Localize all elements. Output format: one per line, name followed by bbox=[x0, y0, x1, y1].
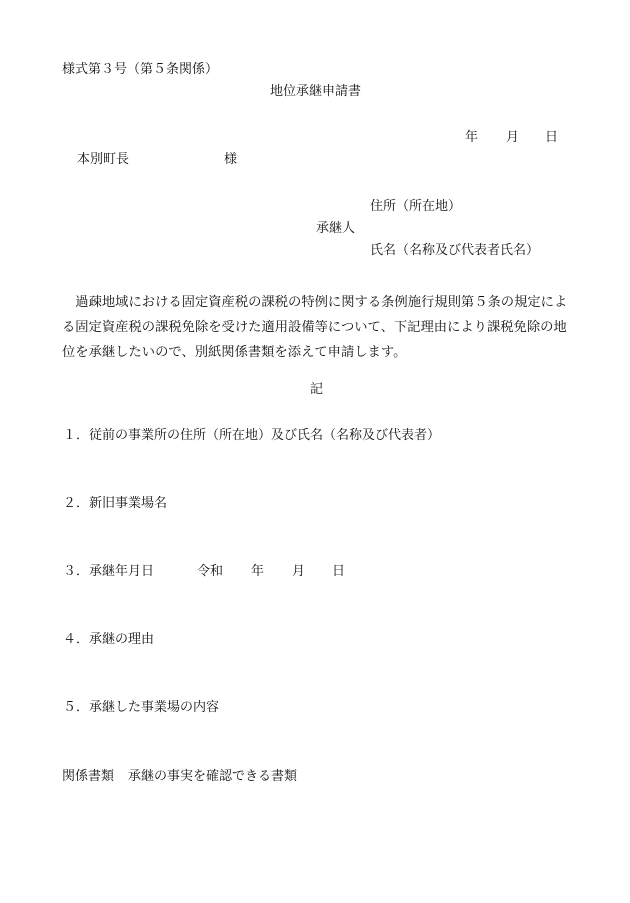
item-2-label: ２．新旧事業場名 bbox=[63, 496, 168, 511]
body-paragraph: 過疎地域における固定資産税の課税の特例に関する条例施行規則第５条の規定による固定資産税の課税免除を受けた適用設備等について、下記理由により課税免除の地位を承継したいので、別紙関係書類を添えて申請します。 bbox=[62, 295, 568, 360]
item-5-label: ５．承継した事業場の内容 bbox=[63, 700, 220, 715]
addressee-honorific: 様 bbox=[224, 152, 238, 167]
ki-heading: 記 bbox=[310, 382, 324, 397]
page-title: 地位承継申請書 bbox=[270, 84, 362, 99]
applicant-name-label: 氏名（名称及び代表者氏名） bbox=[370, 243, 540, 258]
item-3-era: 令和 bbox=[197, 564, 224, 579]
form-number: 様式第３号（第５条関係） bbox=[62, 62, 219, 77]
item-4-label: ４．承継の理由 bbox=[63, 632, 155, 647]
item-3-month: 月 bbox=[292, 564, 306, 579]
date-day-label: 日 bbox=[545, 130, 559, 145]
date-year-label: 年 bbox=[465, 130, 479, 145]
item-1-label: １．従前の事業所の住所（所在地）及び氏名（名称及び代表者） bbox=[63, 428, 441, 443]
addressee-name: 本別町長 bbox=[77, 152, 130, 167]
item-3-label: ３．承継年月日 bbox=[63, 564, 155, 579]
item-3-year: 年 bbox=[251, 564, 265, 579]
date-month-label: 月 bbox=[506, 130, 520, 145]
related-docs-value: 承継の事実を確認できる書類 bbox=[128, 769, 298, 784]
item-3-day: 日 bbox=[332, 564, 346, 579]
applicant-role-label: 承継人 bbox=[316, 221, 356, 236]
related-docs-label: 関係書類 bbox=[62, 769, 115, 784]
applicant-address-label: 住所（所在地） bbox=[370, 199, 462, 214]
